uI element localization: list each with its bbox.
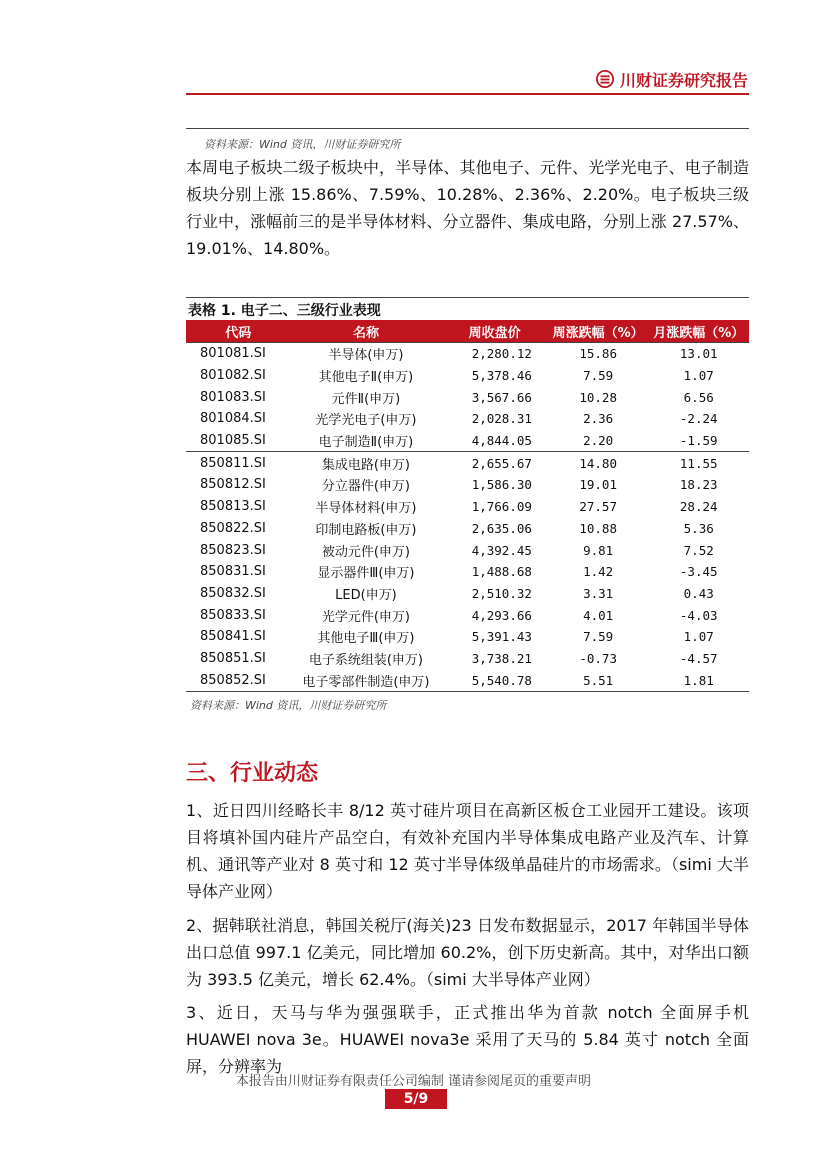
header-code: 代码 bbox=[186, 320, 291, 343]
row-code: 850812.SI bbox=[200, 477, 266, 493]
row-code: 801084.SI bbox=[200, 411, 266, 427]
row-month-change: 28.24 bbox=[679, 499, 718, 515]
row-code: 850841.SI bbox=[200, 629, 266, 645]
news-item-3: 3、近日，天马与华为强强联手，正式推出华为首款 notch 全面屏手机 HUAWEI nova 3e。HUAWEI nova3e 采用了天马的 5.84 英寸 notch 全面屏，分辨率为 bbox=[186, 1003, 749, 1076]
news-item-2: 2、据韩联社消息，韩国关税厅(海关)23 日发布数据显示，2017 年韩国半导体出口总值 997.1 亿美元，同比增加 60.2%，创下历史新高。其中，对华出口额为 393.5 亿美元，增长 62.4%。（simi 大半导体产业网） bbox=[186, 916, 749, 989]
row-name: 电子零部件制造(申万) bbox=[291, 669, 442, 691]
row-week-change: 1.42 bbox=[583, 564, 614, 580]
row-code: 850811.SI bbox=[186, 452, 291, 474]
row-close: 2,510.32 bbox=[471, 585, 532, 601]
row-close: 5,540.78 bbox=[441, 669, 548, 691]
table-caption: 表格 1. 电子二、三级行业表现 bbox=[188, 303, 381, 319]
row-code: 850822.SI bbox=[200, 520, 266, 536]
row-close: 5,378.46 bbox=[471, 368, 532, 384]
row-close: 4,392.45 bbox=[471, 542, 532, 558]
row-name: 显示器件Ⅲ(申万) bbox=[317, 566, 415, 582]
table-row bbox=[186, 343, 749, 365]
row-week-change: 10.88 bbox=[579, 520, 617, 536]
news-item-1: 1、近日四川经略长丰 8/12 英寸硅片项目在高新区板仓工业园开工建设。该项目将填补国内硅片产品空白，有效补充国内半导体集成电路产业及汽车、计算机、通讯等产业对 8 英寸和 12 英寸半导体级单晶硅片的市场需求。（simi 大半导体产业网） bbox=[186, 801, 749, 901]
header-month-change: 月涨跌幅（%） bbox=[648, 320, 749, 343]
row-name: 半导体材料(申万) bbox=[315, 501, 417, 517]
row-month-change: -4.57 bbox=[679, 650, 718, 666]
brand-name: 川财证券研究报告 bbox=[619, 70, 748, 90]
table-row bbox=[186, 626, 749, 648]
table-row bbox=[186, 648, 749, 670]
table-row bbox=[186, 386, 749, 408]
row-close: 2,655.67 bbox=[441, 452, 548, 474]
table-row bbox=[186, 583, 749, 605]
header-brand bbox=[588, 68, 748, 90]
row-week-change: 9.81 bbox=[583, 542, 614, 558]
row-week-change: 7.59 bbox=[583, 629, 614, 645]
row-close: 5,391.43 bbox=[471, 629, 532, 645]
row-close: 2,635.06 bbox=[471, 520, 532, 536]
row-week-change: 5.51 bbox=[548, 669, 649, 691]
row-week-change: 7.59 bbox=[583, 368, 614, 384]
row-name: 电子系统组装(申万) bbox=[308, 652, 424, 668]
row-month-change: -2.24 bbox=[679, 411, 718, 427]
row-code: 850833.SI bbox=[200, 607, 266, 623]
row-code: 801083.SI bbox=[200, 389, 266, 405]
row-name: 被动元件(申万) bbox=[321, 544, 411, 560]
row-close: 4,844.05 bbox=[471, 433, 532, 449]
row-name: 其他电子Ⅱ(申万) bbox=[318, 370, 414, 386]
row-name: 半导体(申万) bbox=[291, 343, 442, 365]
table-row bbox=[186, 496, 749, 518]
header-divider bbox=[186, 93, 749, 95]
table-row bbox=[186, 604, 749, 626]
row-name: 光学光电子(申万) bbox=[315, 413, 417, 429]
row-name: 电子制造Ⅱ(申万) bbox=[318, 435, 414, 451]
row-code: 801082.SI bbox=[200, 368, 266, 384]
row-name: 其他电子Ⅲ(申万) bbox=[317, 631, 415, 647]
table-row bbox=[186, 430, 749, 452]
caption-rule bbox=[186, 297, 749, 298]
row-week-change: 14.80 bbox=[548, 452, 649, 474]
row-month-change: 1.81 bbox=[648, 669, 749, 691]
table-body bbox=[186, 343, 749, 692]
row-code: 850832.SI bbox=[200, 585, 266, 601]
row-close: 2,028.31 bbox=[471, 411, 532, 427]
row-week-change: 3.31 bbox=[583, 585, 614, 601]
row-week-change: -0.73 bbox=[579, 650, 617, 666]
industry-performance-table bbox=[186, 320, 749, 692]
row-name: 元件Ⅱ(申万) bbox=[331, 391, 401, 407]
table-row bbox=[186, 539, 749, 561]
row-month-change: 13.01 bbox=[648, 343, 749, 365]
row-month-change: 0.43 bbox=[683, 585, 714, 601]
row-month-change: -1.59 bbox=[679, 433, 718, 449]
row-code: 850823.SI bbox=[200, 542, 266, 558]
row-name: 分立器件(申万) bbox=[321, 479, 411, 495]
row-close: 3,738.21 bbox=[471, 650, 532, 666]
table-row bbox=[186, 518, 749, 540]
source-note-top: 资料来源：Wind 资讯，川财证券研究所 bbox=[204, 138, 401, 151]
row-month-change: 18.23 bbox=[679, 477, 718, 493]
row-code: 801085.SI bbox=[200, 433, 266, 449]
table-row bbox=[186, 452, 749, 474]
summary-paragraph: 本周电子板块二级子板块中，半导体、其他电子、元件、光学光电子、电子制造板块分别上涨 15.86%、7.59%、10.28%、2.36%、2.20%。电子板块三级行业中，涨幅前三的是半导体材料、分立器件、集成电路，分别上涨 27.57%、19.01%、14.80%。 bbox=[186, 158, 749, 258]
row-close: 4,293.66 bbox=[471, 607, 532, 623]
header-close: 周收盘价 bbox=[441, 320, 548, 343]
row-close: 3,567.66 bbox=[471, 389, 532, 405]
row-code: 850813.SI bbox=[200, 499, 266, 515]
row-week-change: 27.57 bbox=[579, 499, 617, 515]
row-close: 1,766.09 bbox=[471, 499, 532, 515]
row-code: 850831.SI bbox=[200, 564, 266, 580]
table-row bbox=[186, 408, 749, 430]
row-name: 光学元件(申万) bbox=[321, 609, 411, 625]
row-week-change: 15.86 bbox=[548, 343, 649, 365]
section-title: 三、行业动态 bbox=[186, 761, 319, 786]
footer-disclaimer: 本报告由川财证券有限责任公司编制 谨请参阅尾页的重要声明 bbox=[235, 1074, 592, 1089]
source-note-bottom: 资料来源：Wind 资讯，川财证券研究所 bbox=[190, 699, 387, 712]
row-name: 印制电路板(申万) bbox=[315, 522, 417, 538]
row-code: 850851.SI bbox=[200, 650, 266, 666]
company-logo-icon bbox=[596, 70, 614, 88]
row-week-change: 10.28 bbox=[579, 389, 617, 405]
row-month-change: 7.52 bbox=[683, 542, 714, 558]
table-row bbox=[186, 669, 749, 691]
row-month-change: 5.36 bbox=[683, 520, 714, 536]
table-row bbox=[186, 561, 749, 583]
row-week-change: 4.01 bbox=[583, 607, 614, 623]
header-name: 名称 bbox=[291, 320, 442, 343]
row-month-change: 1.07 bbox=[683, 368, 714, 384]
row-close: 1,488.68 bbox=[471, 564, 532, 580]
row-close: 2,280.12 bbox=[441, 343, 548, 365]
page-number: 5/9 bbox=[385, 1089, 447, 1109]
top-rule bbox=[186, 128, 749, 129]
header-week-change: 周涨跌幅（%） bbox=[548, 320, 649, 343]
row-month-change: 1.07 bbox=[683, 629, 714, 645]
row-code: 801081.SI bbox=[186, 343, 291, 365]
row-close: 1,586.30 bbox=[471, 477, 532, 493]
row-name: LED(申万) bbox=[335, 587, 397, 603]
row-code: 850852.SI bbox=[186, 669, 291, 691]
table-row bbox=[186, 474, 749, 496]
table-row bbox=[186, 365, 749, 387]
row-week-change: 19.01 bbox=[579, 477, 617, 493]
row-month-change: -4.03 bbox=[679, 607, 718, 623]
row-name: 集成电路(申万) bbox=[291, 452, 442, 474]
table-header-row bbox=[186, 320, 749, 343]
row-month-change: -3.45 bbox=[679, 564, 718, 580]
row-week-change: 2.36 bbox=[583, 411, 614, 427]
row-month-change: 11.55 bbox=[648, 452, 749, 474]
row-week-change: 2.20 bbox=[583, 433, 614, 449]
row-month-change: 6.56 bbox=[683, 389, 714, 405]
